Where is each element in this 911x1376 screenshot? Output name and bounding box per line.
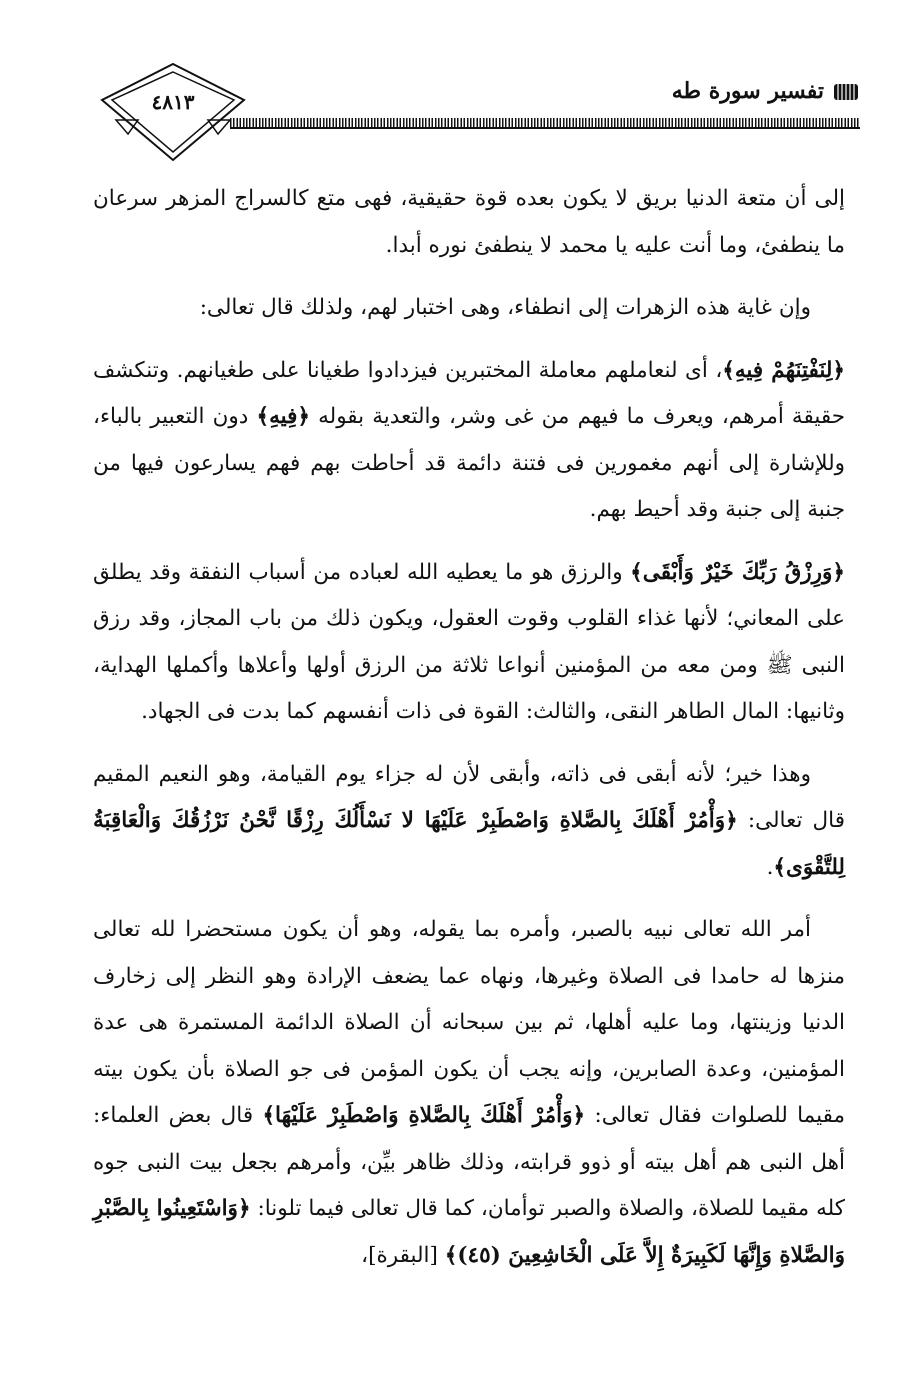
quran-verse: ﴿وَأْمُرْ أَهْلَكَ بِالصَّلاةِ وَاصْطَبِرْ عَلَيْهَا﴾ [262,1103,586,1128]
title-ornament-icon [832,80,860,104]
body-paragraph [93,348,845,534]
quran-verse: ﴿لِنَفْتِنَهُمْ فِيهِ﴾ [722,357,845,383]
text-run: ، أى لنعاملهم معاملة المختبرين فيزدادوا طغيانا على طغيانهم. وتنكشف حقيقة أمرهم، ويعرف ما فيهم من غى وشر، والتعدية بقوله [93,357,845,429]
body-paragraph [93,550,845,736]
text-run: قال بعض العلماء: أهل النبى هم أهل بيته أو ذوو قرابته، وذلك ظاهر بيِّن، وأمرهم بجعل بيت النبى جوه كله مقيما للصلاة، والصلاة والصبر توأمان، كما قال تعالى فيما تلونا: [93,1103,845,1221]
quran-verse: ﴿وَأْمُرْ أَهْلَكَ بِالصَّلاةِ وَاصْطَبِرْ عَلَيْهَا لا نَسْأَلُكَ رِزْقًا نَّحْنُ نَرْزُقُكَ وَالْعَاقِبَةُ لِلتَّقْوَى﴾ [93,808,845,880]
body-paragraph [93,285,845,332]
text-run: والرزق هو ما يعطيه الله لعباده من أسباب النفقة وقد يطلق على المعاني؛ لأنها غذاء القلوب وقوت العقول، ويكون ذلك من باب المجاز، وقد رزق النبى ﷺ ومن معه من المؤمنين أنواعا ثلاثة من الرزق أولها وأعلاها وأكملها الهداية، وثانيها: المال الطاهر النقى، والثالث: القوة فى ذات أنفسهم كما بدت فى الجهاد. [93,559,845,724]
page-header [80,60,860,170]
quran-verse: ﴿فِيهِ﴾ [256,404,310,429]
body-paragraph [93,752,845,892]
text-run: . [766,854,774,880]
text-run: وإن غاية هذه الزهرات إلى انطفاء، وهى اختبار لهم، ولذلك قال تعالى: [199,295,811,320]
body-paragraph [93,907,845,1279]
text-run: أمر الله تعالى نبيه بالصبر، وأمره بما يقوله، وهو أن يكون مستحضرا لله تعالى منزها له حامدا فى الصلاة وغيرها، ونهاه عما يضعف الإرادة وهو النظر إلى زخارف الدنيا وزينتها، وما عليه أهلها، ثم بين سبحانه أن الصلاة الدائمة المستمرة هى عدة المؤمنين، وعدة الصابرين، وإنه يجب أن يكون المؤمن فى جو الصلاة بأن يكون بيته مقيما للصلوات فقال تعالى: [93,917,845,1128]
text-run: وهذا خير؛ لأنه أبقى فى ذاته، وأبقى لأن له جزاء يوم القيامة، وهو النعيم المقيم قال تعالى: [93,761,845,833]
quran-verse: ﴿وَاسْتَعِينُوا بِالصَّبْرِ وَالصَّلاةِ وَإِنَّهَا لَكَبِيرَةٌ إِلاَّ عَلَى الْخَاشِعِينَ (٤٥)﴾ [93,1196,845,1268]
page-number: ٤٨١٣ [151,90,195,114]
text-run: دون التعبير بالباء، وللإشارة إلى أنهم مغمورين فى فتنة دائمة قد أحاطت بهم فهم يسارعون فيها من جنبة إلى جنبة وقد أحيط بهم. [93,404,845,522]
header-rule [230,118,860,129]
page-body [93,176,845,1295]
text-run: إلى أن متعة الدنيا بريق لا يكون بعده قوة حقيقية، فهى متع كالسراج المزهر سرعان ما ينطفئ، وما أنت عليه يا محمد لا ينطفئ نوره أبدا. [93,186,845,258]
running-title: تفسير سورة طه [671,78,824,104]
page-number-frame [98,60,248,164]
quran-verse: ﴿وَرِزْقُ رَبِّكَ خَيْرٌ وَأَبْقَى﴾ [630,559,845,585]
text-run: [البقرة]، [361,1242,445,1268]
body-paragraph [93,176,845,269]
